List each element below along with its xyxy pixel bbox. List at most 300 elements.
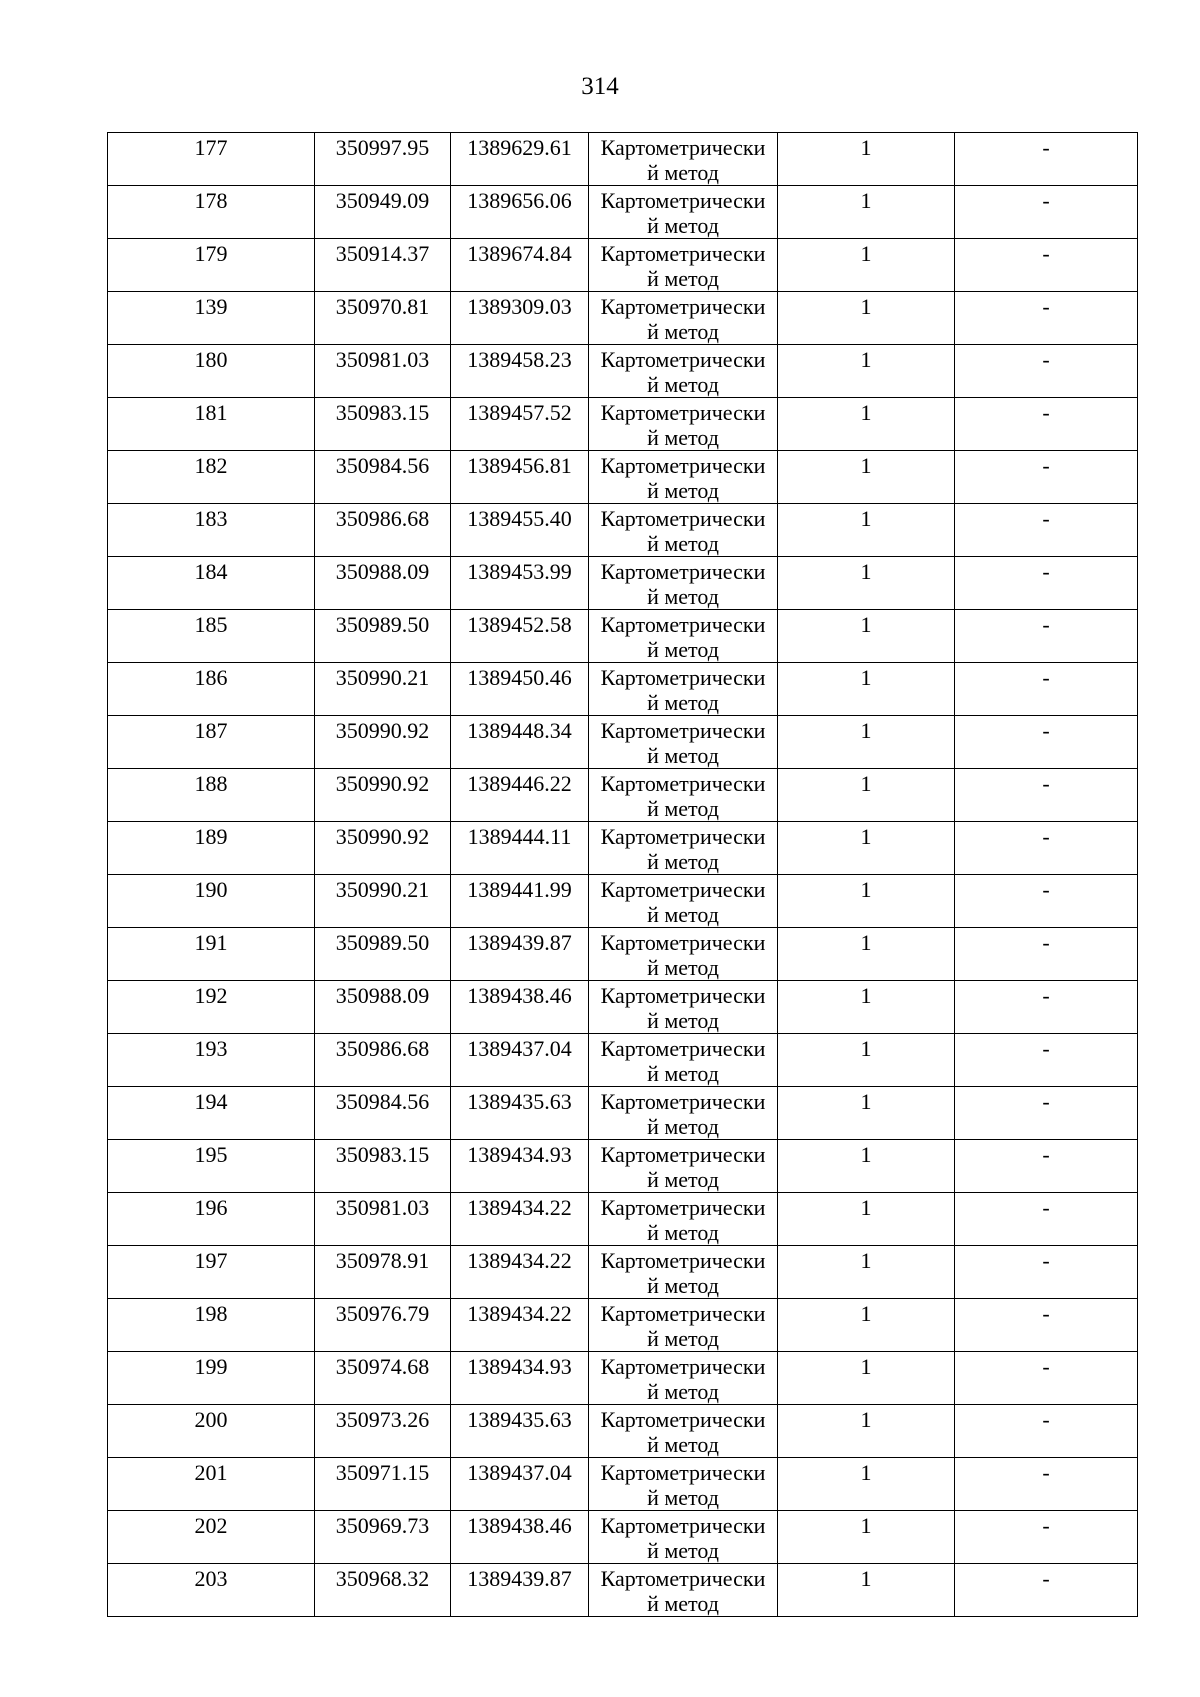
method-text-line2: й метод xyxy=(647,1061,719,1086)
method-text-line2: й метод xyxy=(647,1114,719,1139)
table-row xyxy=(108,504,1138,557)
accuracy-cell xyxy=(778,1246,955,1299)
x-coordinate: 350989.50 xyxy=(335,930,430,955)
x-coordinate: 350988.09 xyxy=(335,559,430,584)
table-row xyxy=(108,239,1138,292)
x-coordinate: 350981.03 xyxy=(335,1195,430,1220)
method-text-line1: Картометрически xyxy=(600,241,766,266)
table-row xyxy=(108,1511,1138,1564)
point-number: 139 xyxy=(194,294,228,319)
method-cell xyxy=(589,398,778,451)
y-coordinate-cell xyxy=(451,875,589,928)
method-text-line2: й метод xyxy=(647,743,719,768)
point-number-cell xyxy=(108,1193,315,1246)
table-row xyxy=(108,1034,1138,1087)
x-coordinate: 350983.15 xyxy=(335,400,430,425)
description-cell xyxy=(955,398,1138,451)
method-text-line1: Картометрически xyxy=(600,347,766,372)
y-coordinate: 1389439.87 xyxy=(467,930,572,955)
description-cell xyxy=(955,1352,1138,1405)
y-coordinate-cell xyxy=(451,398,589,451)
y-coordinate-cell xyxy=(451,1140,589,1193)
y-coordinate: 1389437.04 xyxy=(467,1460,572,1485)
accuracy-cell xyxy=(778,928,955,981)
y-coordinate-cell xyxy=(451,1087,589,1140)
point-number: 180 xyxy=(194,347,228,372)
point-number-cell xyxy=(108,398,315,451)
x-coordinate: 350984.56 xyxy=(335,453,430,478)
description-value: - xyxy=(1042,400,1050,425)
accuracy-cell xyxy=(778,186,955,239)
table-row xyxy=(108,1564,1138,1617)
point-number-cell xyxy=(108,663,315,716)
description-cell xyxy=(955,769,1138,822)
y-coordinate: 1389444.11 xyxy=(467,824,572,849)
x-coordinate-cell xyxy=(315,1034,451,1087)
y-coordinate: 1389450.46 xyxy=(467,665,572,690)
y-coordinate: 1389439.87 xyxy=(467,1566,572,1591)
page-number: 314 xyxy=(581,73,619,100)
y-coordinate-cell xyxy=(451,1352,589,1405)
method-text-line2: й метод xyxy=(647,372,719,397)
table-row xyxy=(108,345,1138,398)
point-number: 203 xyxy=(194,1566,228,1591)
description-cell xyxy=(955,1140,1138,1193)
method-text-line1: Картометрически xyxy=(600,559,766,584)
method-cell xyxy=(589,1564,778,1617)
x-coordinate-cell xyxy=(315,504,451,557)
accuracy-value: 1 xyxy=(860,135,872,160)
method-cell xyxy=(589,769,778,822)
table-row xyxy=(108,981,1138,1034)
method-text-line1: Картометрически xyxy=(600,1195,766,1220)
method-text-line2: й метод xyxy=(647,849,719,874)
x-coordinate-cell xyxy=(315,451,451,504)
x-coordinate-cell xyxy=(315,186,451,239)
description-value: - xyxy=(1042,612,1050,637)
accuracy-cell xyxy=(778,1352,955,1405)
method-cell xyxy=(589,981,778,1034)
x-coordinate: 350968.32 xyxy=(335,1566,430,1591)
y-coordinate: 1389438.46 xyxy=(467,1513,572,1538)
method-cell xyxy=(589,1193,778,1246)
y-coordinate: 1389434.22 xyxy=(467,1248,572,1273)
y-coordinate-cell xyxy=(451,610,589,663)
accuracy-cell xyxy=(778,1087,955,1140)
description-cell xyxy=(955,875,1138,928)
method-text-line1: Картометрически xyxy=(600,665,766,690)
accuracy-value: 1 xyxy=(860,824,872,849)
point-number-cell xyxy=(108,769,315,822)
y-coordinate-cell xyxy=(451,1458,589,1511)
method-text-line2: й метод xyxy=(647,531,719,556)
method-text-line2: й метод xyxy=(647,902,719,927)
description-cell xyxy=(955,133,1138,186)
accuracy-value: 1 xyxy=(860,188,872,213)
method-cell xyxy=(589,186,778,239)
description-value: - xyxy=(1042,559,1050,584)
x-coordinate: 350978.91 xyxy=(335,1248,430,1273)
description-value: - xyxy=(1042,1301,1050,1326)
description-cell xyxy=(955,451,1138,504)
x-coordinate-cell xyxy=(315,239,451,292)
y-coordinate-cell xyxy=(451,1405,589,1458)
accuracy-cell xyxy=(778,345,955,398)
y-coordinate-cell xyxy=(451,1564,589,1617)
y-coordinate-cell xyxy=(451,1034,589,1087)
method-text-line1: Картометрически xyxy=(600,1513,766,1538)
accuracy-value: 1 xyxy=(860,241,872,266)
y-coordinate-cell xyxy=(451,769,589,822)
method-cell xyxy=(589,345,778,398)
y-coordinate-cell xyxy=(451,663,589,716)
accuracy-cell xyxy=(778,1299,955,1352)
x-coordinate: 350990.92 xyxy=(335,771,430,796)
x-coordinate-cell xyxy=(315,663,451,716)
description-value: - xyxy=(1042,1195,1050,1220)
accuracy-cell xyxy=(778,1140,955,1193)
point-number-cell xyxy=(108,1458,315,1511)
description-value: - xyxy=(1042,188,1050,213)
method-text-line2: й метод xyxy=(647,213,719,238)
x-coordinate-cell xyxy=(315,345,451,398)
y-coordinate-cell xyxy=(451,345,589,398)
point-number: 200 xyxy=(194,1407,228,1432)
accuracy-cell xyxy=(778,1564,955,1617)
description-value: - xyxy=(1042,1036,1050,1061)
accuracy-value: 1 xyxy=(860,612,872,637)
method-text-line1: Картометрически xyxy=(600,506,766,531)
method-text-line1: Картометрически xyxy=(600,1566,766,1591)
accuracy-value: 1 xyxy=(860,1301,872,1326)
y-coordinate: 1389434.22 xyxy=(467,1195,572,1220)
description-cell xyxy=(955,557,1138,610)
method-text-line1: Картометрически xyxy=(600,983,766,1008)
method-text-line1: Картометрически xyxy=(600,1142,766,1167)
accuracy-value: 1 xyxy=(860,506,872,531)
point-number: 201 xyxy=(194,1460,228,1485)
table-row xyxy=(108,292,1138,345)
accuracy-cell xyxy=(778,133,955,186)
description-value: - xyxy=(1042,135,1050,160)
accuracy-value: 1 xyxy=(860,877,872,902)
accuracy-value: 1 xyxy=(860,400,872,425)
point-number-cell xyxy=(108,557,315,610)
accuracy-cell xyxy=(778,1405,955,1458)
method-cell xyxy=(589,557,778,610)
accuracy-value: 1 xyxy=(860,1195,872,1220)
description-value: - xyxy=(1042,771,1050,796)
y-coordinate-cell xyxy=(451,504,589,557)
x-coordinate: 350974.68 xyxy=(335,1354,430,1379)
x-coordinate: 350984.56 xyxy=(335,1089,430,1114)
method-text-line1: Картометрически xyxy=(600,930,766,955)
x-coordinate: 350990.92 xyxy=(335,824,430,849)
y-coordinate: 1389674.84 xyxy=(467,241,572,266)
description-cell xyxy=(955,716,1138,769)
table-row xyxy=(108,451,1138,504)
table-row xyxy=(108,663,1138,716)
x-coordinate: 350988.09 xyxy=(335,983,430,1008)
x-coordinate-cell xyxy=(315,398,451,451)
description-cell xyxy=(955,1246,1138,1299)
method-text-line2: й метод xyxy=(647,955,719,980)
method-text-line1: Картометрически xyxy=(600,1460,766,1485)
y-coordinate: 1389455.40 xyxy=(467,506,572,531)
point-number-cell xyxy=(108,610,315,663)
point-number-cell xyxy=(108,716,315,769)
y-coordinate-cell xyxy=(451,928,589,981)
y-coordinate-cell xyxy=(451,716,589,769)
table-row xyxy=(108,928,1138,981)
point-number: 195 xyxy=(194,1142,228,1167)
y-coordinate: 1389435.63 xyxy=(467,1089,572,1114)
description-cell xyxy=(955,292,1138,345)
table-row xyxy=(108,1087,1138,1140)
table-row xyxy=(108,186,1138,239)
point-number: 190 xyxy=(194,877,228,902)
description-cell xyxy=(955,345,1138,398)
accuracy-cell xyxy=(778,1458,955,1511)
description-value: - xyxy=(1042,506,1050,531)
point-number-cell xyxy=(108,239,315,292)
method-text-line1: Картометрически xyxy=(600,135,766,160)
x-coordinate: 350981.03 xyxy=(335,347,430,372)
x-coordinate-cell xyxy=(315,1299,451,1352)
x-coordinate: 350970.81 xyxy=(335,294,430,319)
method-cell xyxy=(589,875,778,928)
description-cell xyxy=(955,663,1138,716)
description-value: - xyxy=(1042,453,1050,478)
description-value: - xyxy=(1042,1248,1050,1273)
point-number-cell xyxy=(108,504,315,557)
accuracy-cell xyxy=(778,504,955,557)
method-cell xyxy=(589,1087,778,1140)
description-value: - xyxy=(1042,1354,1050,1379)
method-text-line1: Картометрически xyxy=(600,877,766,902)
method-text-line2: й метод xyxy=(647,1273,719,1298)
table-row xyxy=(108,1299,1138,1352)
method-text-line1: Картометрически xyxy=(600,400,766,425)
y-coordinate-cell xyxy=(451,981,589,1034)
method-text-line1: Картометрически xyxy=(600,1036,766,1061)
accuracy-cell xyxy=(778,451,955,504)
description-value: - xyxy=(1042,1142,1050,1167)
description-value: - xyxy=(1042,824,1050,849)
point-number: 179 xyxy=(194,241,228,266)
x-coordinate: 350986.68 xyxy=(335,1036,430,1061)
y-coordinate-cell xyxy=(451,292,589,345)
description-value: - xyxy=(1042,1566,1050,1591)
point-number: 188 xyxy=(194,771,228,796)
accuracy-cell xyxy=(778,239,955,292)
description-cell xyxy=(955,504,1138,557)
table-row xyxy=(108,1352,1138,1405)
y-coordinate: 1389656.06 xyxy=(467,188,572,213)
description-cell xyxy=(955,981,1138,1034)
description-cell xyxy=(955,610,1138,663)
x-coordinate-cell xyxy=(315,716,451,769)
x-coordinate-cell xyxy=(315,1458,451,1511)
description-cell xyxy=(955,1405,1138,1458)
method-cell xyxy=(589,1458,778,1511)
point-number-cell xyxy=(108,1087,315,1140)
point-number-cell xyxy=(108,822,315,875)
point-number-cell xyxy=(108,1140,315,1193)
accuracy-cell xyxy=(778,1193,955,1246)
method-text-line2: й метод xyxy=(647,1432,719,1457)
method-text-line1: Картометрически xyxy=(600,824,766,849)
description-value: - xyxy=(1042,665,1050,690)
x-coordinate: 350990.21 xyxy=(335,877,430,902)
point-number: 181 xyxy=(194,400,228,425)
table-row xyxy=(108,398,1138,451)
description-cell xyxy=(955,1458,1138,1511)
table-row xyxy=(108,1458,1138,1511)
description-cell xyxy=(955,1299,1138,1352)
method-text-line1: Картометрически xyxy=(600,718,766,743)
description-cell xyxy=(955,239,1138,292)
point-number: 198 xyxy=(194,1301,228,1326)
method-text-line1: Картометрически xyxy=(600,453,766,478)
table-row xyxy=(108,133,1138,186)
accuracy-cell xyxy=(778,981,955,1034)
method-text-line1: Картометрически xyxy=(600,1407,766,1432)
x-coordinate: 350989.50 xyxy=(335,612,430,637)
y-coordinate-cell xyxy=(451,1246,589,1299)
accuracy-cell xyxy=(778,557,955,610)
y-coordinate: 1389441.99 xyxy=(467,877,572,902)
point-number-cell xyxy=(108,133,315,186)
y-coordinate: 1389438.46 xyxy=(467,983,572,1008)
table-body xyxy=(108,133,1138,1617)
method-cell xyxy=(589,716,778,769)
x-coordinate-cell xyxy=(315,1564,451,1617)
point-number: 194 xyxy=(194,1089,228,1114)
method-text-line2: й метод xyxy=(647,1008,719,1033)
method-text-line2: й метод xyxy=(647,1591,719,1616)
accuracy-value: 1 xyxy=(860,930,872,955)
x-coordinate-cell xyxy=(315,769,451,822)
method-text-line2: й метод xyxy=(647,160,719,185)
x-coordinate: 350949.09 xyxy=(335,188,430,213)
table-row xyxy=(108,875,1138,928)
point-number-cell xyxy=(108,928,315,981)
accuracy-cell xyxy=(778,1511,955,1564)
x-coordinate: 350997.95 xyxy=(335,135,430,160)
accuracy-cell xyxy=(778,610,955,663)
x-coordinate-cell xyxy=(315,133,451,186)
x-coordinate-cell xyxy=(315,1193,451,1246)
x-coordinate-cell xyxy=(315,1405,451,1458)
method-text-line1: Картометрически xyxy=(600,1089,766,1114)
y-coordinate: 1389437.04 xyxy=(467,1036,572,1061)
y-coordinate: 1389434.93 xyxy=(467,1354,572,1379)
method-cell xyxy=(589,1246,778,1299)
x-coordinate: 350983.15 xyxy=(335,1142,430,1167)
description-value: - xyxy=(1042,877,1050,902)
point-number: 192 xyxy=(194,983,228,1008)
y-coordinate: 1389452.58 xyxy=(467,612,572,637)
method-text-line2: й метод xyxy=(647,266,719,291)
method-text-line2: й метод xyxy=(647,1485,719,1510)
x-coordinate-cell xyxy=(315,557,451,610)
description-cell xyxy=(955,1034,1138,1087)
method-text-line2: й метод xyxy=(647,1538,719,1563)
accuracy-value: 1 xyxy=(860,665,872,690)
description-value: - xyxy=(1042,347,1050,372)
table-row xyxy=(108,822,1138,875)
method-text-line2: й метод xyxy=(647,1379,719,1404)
method-cell xyxy=(589,239,778,292)
point-number: 187 xyxy=(194,718,228,743)
method-text-line2: й метод xyxy=(647,637,719,662)
accuracy-cell xyxy=(778,663,955,716)
accuracy-value: 1 xyxy=(860,771,872,796)
description-value: - xyxy=(1042,294,1050,319)
description-cell xyxy=(955,928,1138,981)
accuracy-cell xyxy=(778,822,955,875)
point-number-cell xyxy=(108,292,315,345)
method-text-line2: й метод xyxy=(647,319,719,344)
description-value: - xyxy=(1042,1460,1050,1485)
point-number: 202 xyxy=(194,1513,228,1538)
y-coordinate-cell xyxy=(451,133,589,186)
method-text-line2: й метод xyxy=(647,1167,719,1192)
point-number-cell xyxy=(108,1299,315,1352)
y-coordinate: 1389434.93 xyxy=(467,1142,572,1167)
y-coordinate: 1389629.61 xyxy=(467,135,572,160)
x-coordinate: 350971.15 xyxy=(335,1460,430,1485)
table-row xyxy=(108,610,1138,663)
point-number: 196 xyxy=(194,1195,228,1220)
x-coordinate: 350986.68 xyxy=(335,506,430,531)
x-coordinate: 350976.79 xyxy=(335,1301,430,1326)
table-row xyxy=(108,1246,1138,1299)
description-cell xyxy=(955,822,1138,875)
x-coordinate-cell xyxy=(315,292,451,345)
point-number-cell xyxy=(108,1405,315,1458)
method-text-line2: й метод xyxy=(647,478,719,503)
method-cell xyxy=(589,822,778,875)
y-coordinate: 1389458.23 xyxy=(467,347,572,372)
accuracy-value: 1 xyxy=(860,1142,872,1167)
accuracy-value: 1 xyxy=(860,559,872,584)
point-number-cell xyxy=(108,451,315,504)
accuracy-value: 1 xyxy=(860,1566,872,1591)
point-number: 177 xyxy=(194,135,228,160)
table-row xyxy=(108,557,1138,610)
y-coordinate: 1389309.03 xyxy=(467,294,572,319)
x-coordinate: 350990.92 xyxy=(335,718,430,743)
accuracy-cell xyxy=(778,716,955,769)
description-value: - xyxy=(1042,1407,1050,1432)
y-coordinate: 1389456.81 xyxy=(467,453,572,478)
description-value: - xyxy=(1042,1513,1050,1538)
method-cell xyxy=(589,133,778,186)
y-coordinate: 1389434.22 xyxy=(467,1301,572,1326)
method-cell xyxy=(589,1299,778,1352)
method-text-line1: Картометрически xyxy=(600,188,766,213)
point-number-cell xyxy=(108,345,315,398)
description-value: - xyxy=(1042,930,1050,955)
accuracy-value: 1 xyxy=(860,1460,872,1485)
table-row xyxy=(108,1405,1138,1458)
y-coordinate-cell xyxy=(451,557,589,610)
method-cell xyxy=(589,451,778,504)
accuracy-value: 1 xyxy=(860,1089,872,1114)
method-cell xyxy=(589,1511,778,1564)
